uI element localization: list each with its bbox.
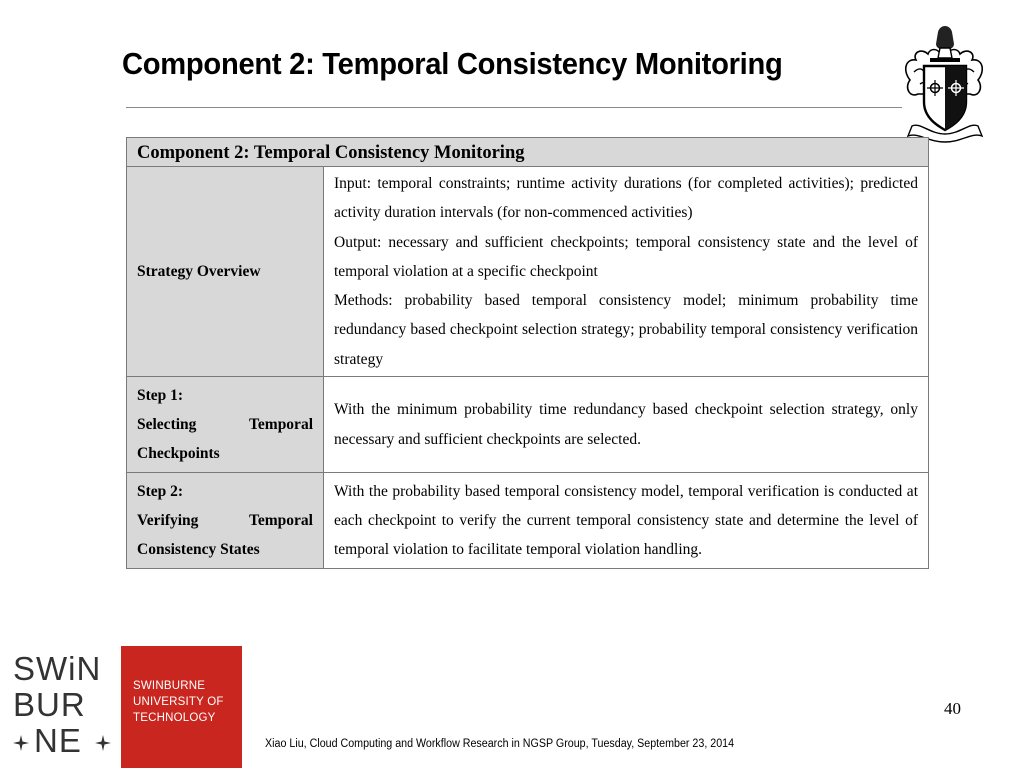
footer-caption: Xiao Liu, Cloud Computing and Workflow Research in NGSP Group, Tuesday, September 23, 2014 (265, 738, 735, 750)
description-paragraph: Input: temporal constraints; runtime activity durations (for completed activities); predicted activity duration intervals (for non-commenced activities) (334, 175, 918, 222)
star-icon (12, 734, 30, 752)
university-name-line: UNIVERSITY OF (133, 696, 224, 708)
table-row (127, 377, 929, 473)
description-paragraph: Output: necessary and sufficient checkpoints; temporal consistency state and the level of temporal violation at a specific checkpoint (334, 233, 918, 280)
page-number: 40 (944, 699, 961, 718)
row-label-line: Verifying Temporal (137, 512, 313, 530)
component-table (126, 137, 929, 569)
table-row (127, 167, 929, 377)
description-paragraph: Methods: probability based temporal consistency model; minimum probability time redundancy based checkpoint selection strategy; probability temporal consistency verification strategy (334, 292, 918, 368)
row-label (127, 377, 324, 473)
row-label (127, 473, 324, 569)
university-name-line: SWINBURNE (133, 680, 206, 692)
row-label (127, 167, 324, 377)
logo-wordmark (0, 646, 121, 768)
row-label-line: Step 1: (137, 387, 184, 405)
table-header-row (127, 138, 929, 167)
logo-university-name (121, 646, 242, 768)
row-label-line: Consistency States (137, 541, 260, 559)
row-label-line: Step 2: (137, 483, 184, 501)
row-label-line: Checkpoints (137, 445, 220, 463)
star-icon (94, 734, 112, 752)
title-divider (126, 107, 902, 108)
row-description (324, 377, 929, 473)
university-name-line: TECHNOLOGY (133, 712, 216, 724)
university-crest-icon (900, 22, 988, 144)
university-logo (0, 646, 242, 768)
description-paragraph: With the probability based temporal consistency model, temporal verification is conducted at each checkpoint to verify the current temporal consistency state and determine the level of temporal violation to facilitate temporal violation handling. (334, 482, 918, 559)
table-header: Component 2: Temporal Consistency Monitoring (127, 138, 929, 167)
row-label-line: Strategy Overview (137, 263, 261, 281)
description-paragraph: With the minimum probability time redundancy based checkpoint selection strategy, only necessary and sufficient checkpoints are selected. (334, 401, 918, 448)
row-label-line: Selecting Temporal (137, 416, 313, 434)
row-description (324, 167, 929, 377)
logo-wordmark-line: NE (34, 722, 82, 759)
row-description (324, 473, 929, 569)
table-row (127, 473, 929, 569)
slide-title: Component 2: Temporal Consistency Monitoring (122, 46, 783, 81)
logo-wordmark-line: BUR (13, 686, 86, 723)
logo-wordmark-line: SWiN (13, 650, 102, 687)
